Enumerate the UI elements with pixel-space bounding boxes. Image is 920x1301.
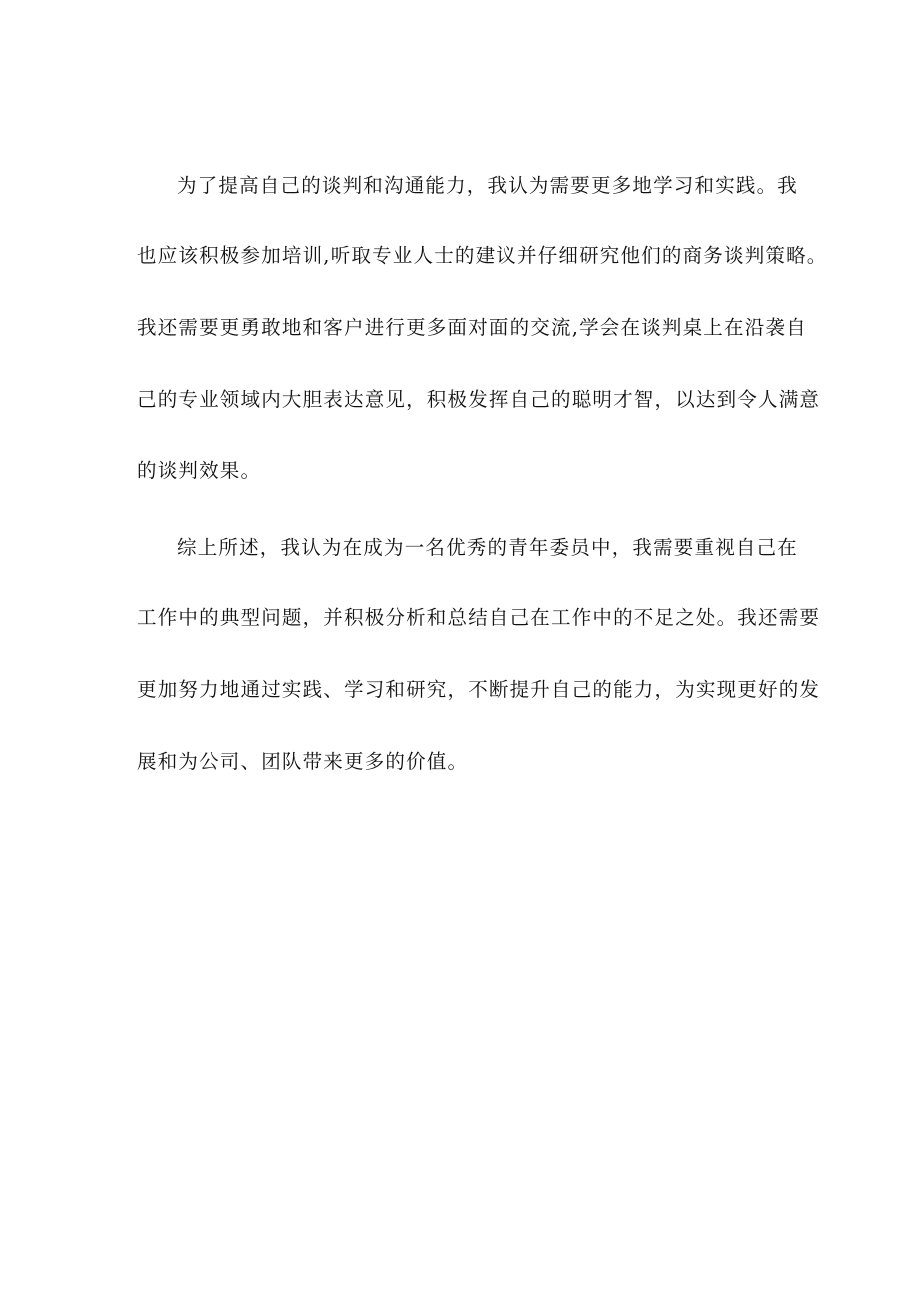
paragraph-2-line-4: 展和为公司、团队带来更多的价值。: [137, 750, 469, 773]
paragraph-2-line-1: 综上所述，我认为在成为一名优秀的青年委员中，我需要重视自己在: [177, 536, 799, 559]
paragraph-1-line-2: 也应该积极参加培训,听取专业人士的建议并仔细研究他们的商务谈判策略。: [137, 244, 828, 267]
paragraph-1-line-3: 我还需要更勇敢地和客户进行更多面对面的交流,学会在谈判桌上在沿袭自: [137, 316, 807, 339]
paragraph-1-line-4: 己的专业领域内大胆表达意见，积极发挥自己的聪明才智，以达到令人满意: [137, 388, 821, 411]
paragraph-1-line-1: 为了提高自己的谈判和沟通能力，我认为需要更多地学习和实践。我: [177, 174, 799, 197]
paragraph-2-line-2: 工作中的典型问题，并积极分析和总结自己在工作中的不足之处。我还需要: [137, 606, 821, 629]
paragraph-2-line-3: 更加努力地通过实践、学习和研究，不断提升自己的能力，为实现更好的发: [137, 678, 821, 701]
paragraph-1-line-5: 的谈判效果。: [137, 459, 262, 482]
